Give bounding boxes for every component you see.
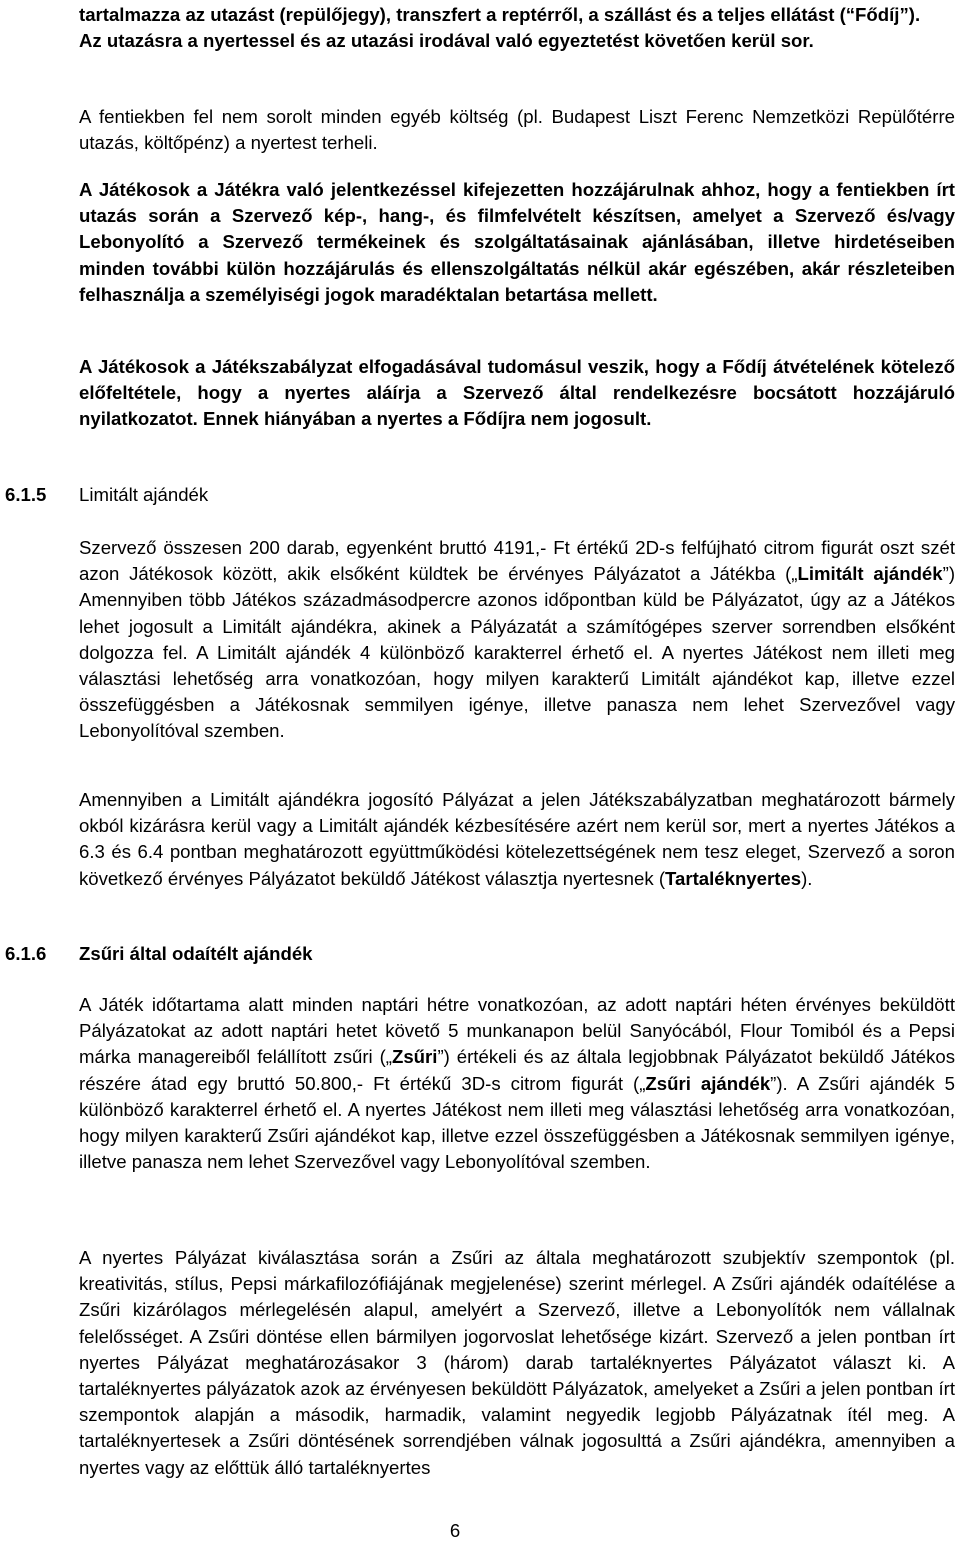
limited-gift-term: Limitált ajándék — [797, 563, 943, 585]
page-number: 6 — [449, 1520, 461, 1541]
section-6-1-5-number: 6.1.5 — [5, 484, 47, 505]
jury-gift-term: Zsűri ajándék — [645, 1072, 771, 1094]
text-run: ”) értékeli és az általa legjobbnak Pályázatot beküldő Játékos részére átad egy bruttó 50.800,- Ft értékű 3D-s citrom figurát („ — [79, 1046, 955, 1094]
section-6-1-6-paragraph-1 — [79, 992, 955, 1175]
text-run: ). — [801, 867, 813, 889]
reserve-winner-term: Tartaléknyertes — [665, 867, 802, 889]
text-run: Amennyiben a Limitált ajándékra jogosító Pályázat a jelen Játékszabályzatban meghatározott bármely okból kizárásra kerül vagy a Limitált ajándék kézbesítésére azért nem kerül sor, mert a nyertes Játékos a 6.3 és 6.4 pontban meghatározott együttműködési kötelezettségének nem tesz eleget, Szervező a soron következő érvényes Pályázatot beküldő Játékost választja nyertesnek ( — [79, 789, 955, 889]
text-run: A Játék időtartama alatt minden naptári hétre vonatkozóan, az adott naptári héten érvényes beküldött Pályázatokat az adott naptári hetet követő 5 munkanapon belül Sanyócából, Flour Tomiból és a Pepsi márka managereiből felállított zsűri („ — [79, 994, 955, 1068]
section-6-1-5-paragraph-1 — [79, 535, 955, 745]
section-6-1-5-title: Limitált ajándék — [79, 484, 209, 505]
section-6-1-6-title: Zsűri által odaítélt ajándék — [79, 943, 313, 964]
section-6-1-5-paragraph-2 — [79, 787, 955, 892]
consent-paragraph: A Játékosok a Játékra való jelentkezéssel kifejezetten hozzájárulnak ahhoz, hogy a fentiekben írt utazás során a Szervező kép-, hang-, és filmfelvételt készítsen, amelyet a Szervező és/vagy Lebonyolító a Szervező termékeinek és szolgáltatásainak ajánlásában, illetve hirdetéseiben minden további külön hozzájárulás és ellenszolgáltatás nélkül akár egészében, akár részleteiben felhasználja a személyiségi jogok maradéktalan betartása mellett. — [79, 179, 955, 305]
jury-term: Zsűri — [391, 1046, 438, 1068]
text-run: Szervező összesen 200 darab, egyenként bruttó 4191,- Ft értékű 2D-s felfújható citrom figurát oszt szét azon Játékosok között, akik elsőként küldtek be érvényes Pályázatot a Játékba („ — [79, 537, 955, 585]
section-6-1-6-paragraph-2: A nyertes Pályázat kiválasztása során a Zsűri az általa meghatározott szubjektív szempontok (pl. kreativitás, stílus, Pepsi márkafilozófiájának megjelenése) szerint mérlegel. A Zsűri ajándék odaítélése a Zsűri kizárólagos mérlegelésén alapul, amelyért a Szervező, illetve a Lebonyolítók nem vállalnak felelősséget. A Zsűri döntése ellen bármilyen jogorvoslat lehetősége kizárt. Szervező a jelen pontban írt nyertes Pályázat meghatározásakor 3 (három) darab tartaléknyertes Pályázatot választ ki. A tartaléknyertes pályázatok azok az érvényesen beküldött Pályázatok, amelyeket a Zsűri a jelen pontban írt szempontok alapján a második, harmadik, valamint negyedik legjobb Pályázatnak ítél meg. A tartaléknyertesek a Zsűri döntésének sorrendjében válnak jogosulttá a Zsűri ajándékra, amennyiben a nyertes vagy az előttük álló tartaléknyertes — [79, 1247, 955, 1478]
text-run: ”). A Zsűri ajándék 5 különböző karakterrel érhető el. A nyertes Játékost nem illeti meg választási lehetőség arra vonatkozóan, hogy milyen karakterű Zsűri ajándékot kap, illetve ezzel összefüggésben a Játékosnak semmilyen igénye, illetve panasza nem lehet Szervezővel vagy Lebonyolítóval szemben. — [79, 1072, 955, 1173]
top-paragraph — [79, 2, 955, 54]
costs-paragraph: A fentiekben fel nem sorolt minden egyéb költség (pl. Budapest Liszt Ferenc Nemzetközi Repülőtérre utazás, költőpénz) a nyertest terheli. — [79, 106, 955, 154]
top-paragraph-line1: tartalmazza az utazást (repülőjegy), transzfert a reptérről, a szállást és a teljes ellátást (“Fődíj”). — [79, 4, 921, 25]
top-paragraph-line2: Az utazásra a nyertessel és az utazási irodával való egyeztetést követően kerül sor. — [79, 30, 814, 52]
text-run: ”) Amennyiben több Játékos századmásodpercre azonos időpontban küld be Pályázatot, úgy az a Játékos lehet jogosult a Limitált ajándékra, akinek a Pályázatát a számítógépes szerver sorrendben elsőként dolgozza fel. A Limitált ajándék 4 különböző karakterrel érhető el. A nyertes Játékost nem illeti meg választási lehetőség arra vonatkozóan, hogy milyen karakterű Limitált ajándékot kap, illetve ezzel összefüggésben a Játékosnak semmilyen igénye, illetve panasza nem lehet Szervezővel vagy Lebonyolítóval szemben. — [79, 563, 956, 742]
declaration-paragraph: A Játékosok a Játékszabályzat elfogadásával tudomásul veszik, hogy a Fődíj átvételének kötelező előfeltétele, hogy a nyertes aláírja a Szervező által rendelkezésre bocsátott hozzájáruló nyilatkozatot. Ennek hiányában a nyertes a Fődíjra nem jogosult. — [79, 356, 955, 430]
section-6-1-6-number: 6.1.6 — [5, 943, 47, 964]
